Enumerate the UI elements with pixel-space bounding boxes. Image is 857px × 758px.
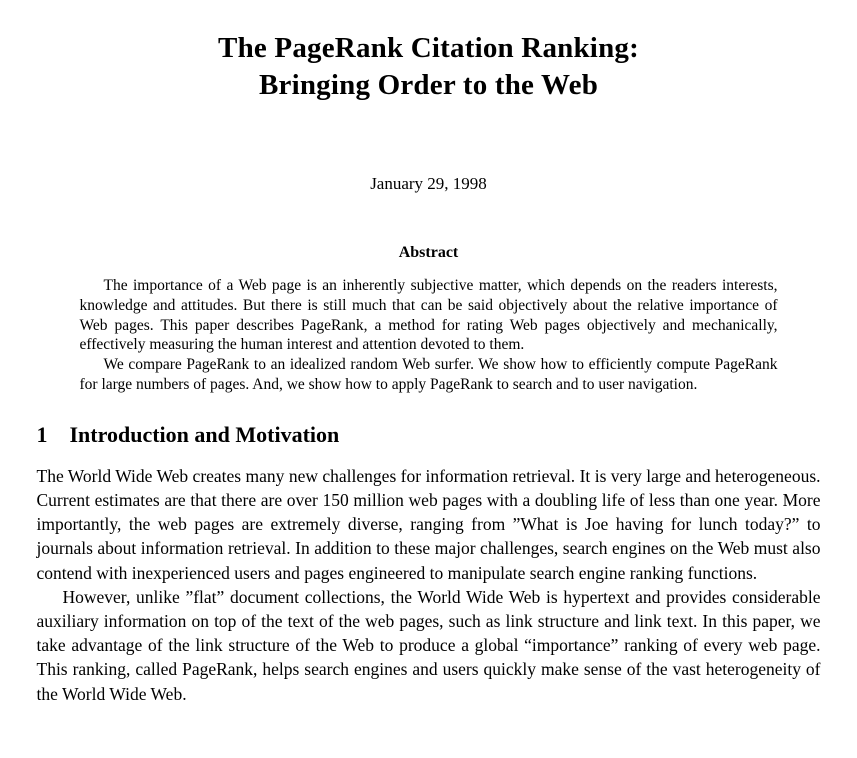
- paper-title: [0, 30, 857, 104]
- section-1-heading: [37, 422, 821, 448]
- intro-paragraph-1: The World Wide Web creates many new challenges for information retrieval. It is very large and heterogeneous. Current estimates are that there are over 150 million web pages with a doubling life of less than one year. More importantly, the web pages are extremely diverse, ranging from ”What is Joe having for lunch today?” to journals about information retrieval. In addition to these major challenges, search engines on the Web must also contend with inexperienced users and pages engineered to manipulate search engine ranking functions.: [36, 465, 821, 583]
- paper-title-line1: The PageRank Citation Ranking:: [218, 32, 639, 64]
- section-1-title: Introduction and Motivation: [69, 421, 340, 447]
- abstract-section: [80, 244, 778, 395]
- paper-title-line2: Bringing Order to the Web: [258, 69, 599, 101]
- section-1-number: 1: [36, 421, 48, 447]
- abstract-heading: Abstract: [398, 244, 459, 261]
- abstract-paragraph-1: The importance of a Web page is an inherently subjective matter, which depends on the readers interests, knowledge and attitudes. But there is still much that can be said objectively about the relative importance of Web pages. This paper describes PageRank, a method for rating Web pages objectively and mechanically, effectively measuring the human interest and attention devoted to them.: [79, 277, 778, 354]
- paper-date: January 29, 1998: [370, 174, 487, 193]
- intro-paragraph-2: However, unlike ”flat” document collections, the World Wide Web is hypertext and provides considerable auxiliary information on top of the text of the web pages, such as link structure and link text. In this paper, we take advantage of the link structure of the Web to produce a global “importance” ranking of every web page. This ranking, called PageRank, helps search engines and users quickly make sense of the vast heterogeneity of the World Wide Web.: [36, 586, 821, 704]
- abstract-paragraph-2: We compare PageRank to an idealized random Web surfer. We show how to efficiently compute PageRank for large numbers of pages. And, we show how to apply PageRank to search and to user navigation.: [79, 356, 778, 393]
- introduction-section: [37, 422, 821, 706]
